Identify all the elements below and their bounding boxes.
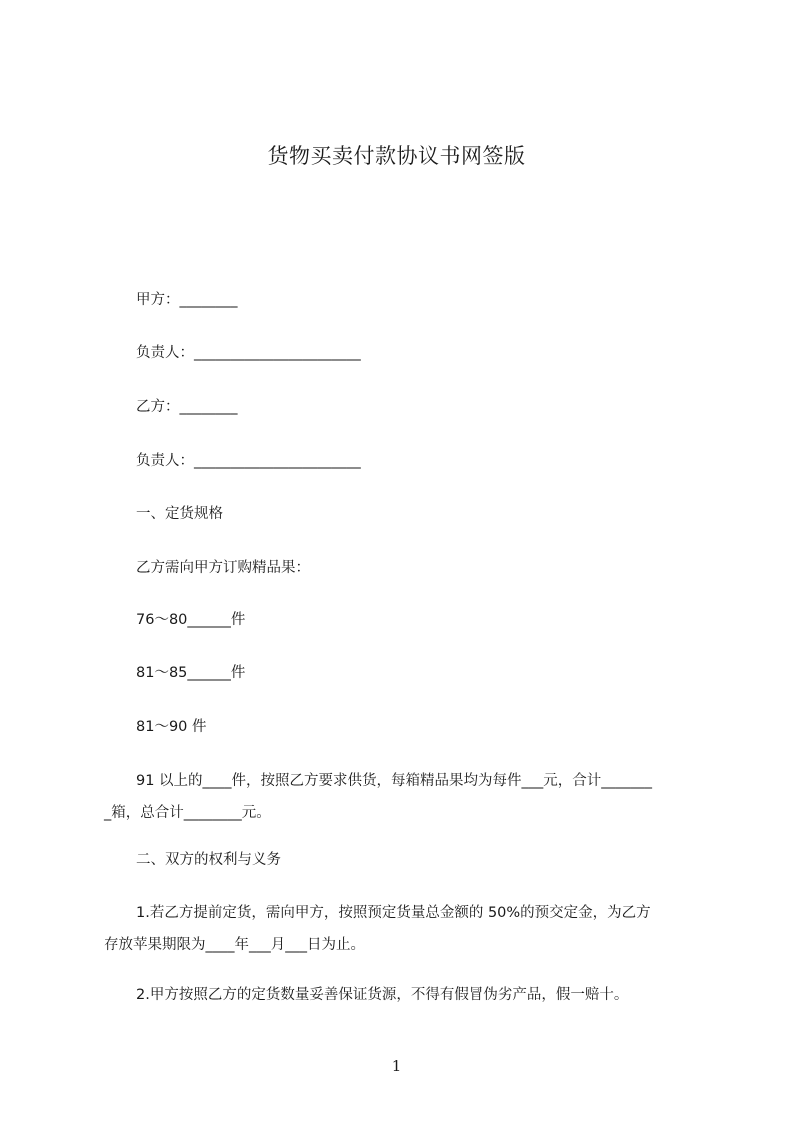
- order-quantity-line-2: _箱，总合计________元。: [104, 805, 271, 821]
- clause-1-line-1: 1.若乙方提前定货，需向甲方，按照预定货量总金额的 50%的预交定金，为乙方: [136, 905, 651, 921]
- page-number: 1: [391, 1057, 402, 1075]
- section-2-heading: 二、双方的权利与义务: [136, 852, 281, 868]
- spec-81-85-line: 81～85______件: [136, 665, 246, 681]
- clause-1-line-2: 存放苹果期限为____年___月___日为止。: [104, 937, 365, 953]
- section-1-heading: 一、定货规格: [136, 506, 223, 522]
- order-quantity-line-1: 91 以上的____件，按照乙方要求供货，每箱精品果均为每件___元，合计_______: [136, 773, 653, 789]
- party-a-line: 甲方：________: [136, 292, 238, 308]
- party-b-responsible-line: 负责人：_______________________: [136, 453, 361, 469]
- spec-76-80-line: 76～80______件: [136, 612, 246, 628]
- clause-1-paragraph: [104, 897, 704, 961]
- spec-81-90-line: 81～90 件: [136, 719, 207, 735]
- party-b-line: 乙方：________: [136, 399, 238, 415]
- clause-2-line-1: 2.甲方按照乙方的定货数量妥善保证货源，不得有假冒伪劣产品，假一赔十。: [136, 987, 629, 1003]
- document-title: 货物买卖付款协议书网签版: [267, 144, 526, 168]
- order-quantity-paragraph: [104, 765, 704, 829]
- party-a-responsible-line: 负责人：_______________________: [136, 345, 361, 361]
- clause-2-paragraph: [104, 979, 704, 1011]
- order-intro-line: 乙方需向甲方订购精品果：: [136, 560, 310, 576]
